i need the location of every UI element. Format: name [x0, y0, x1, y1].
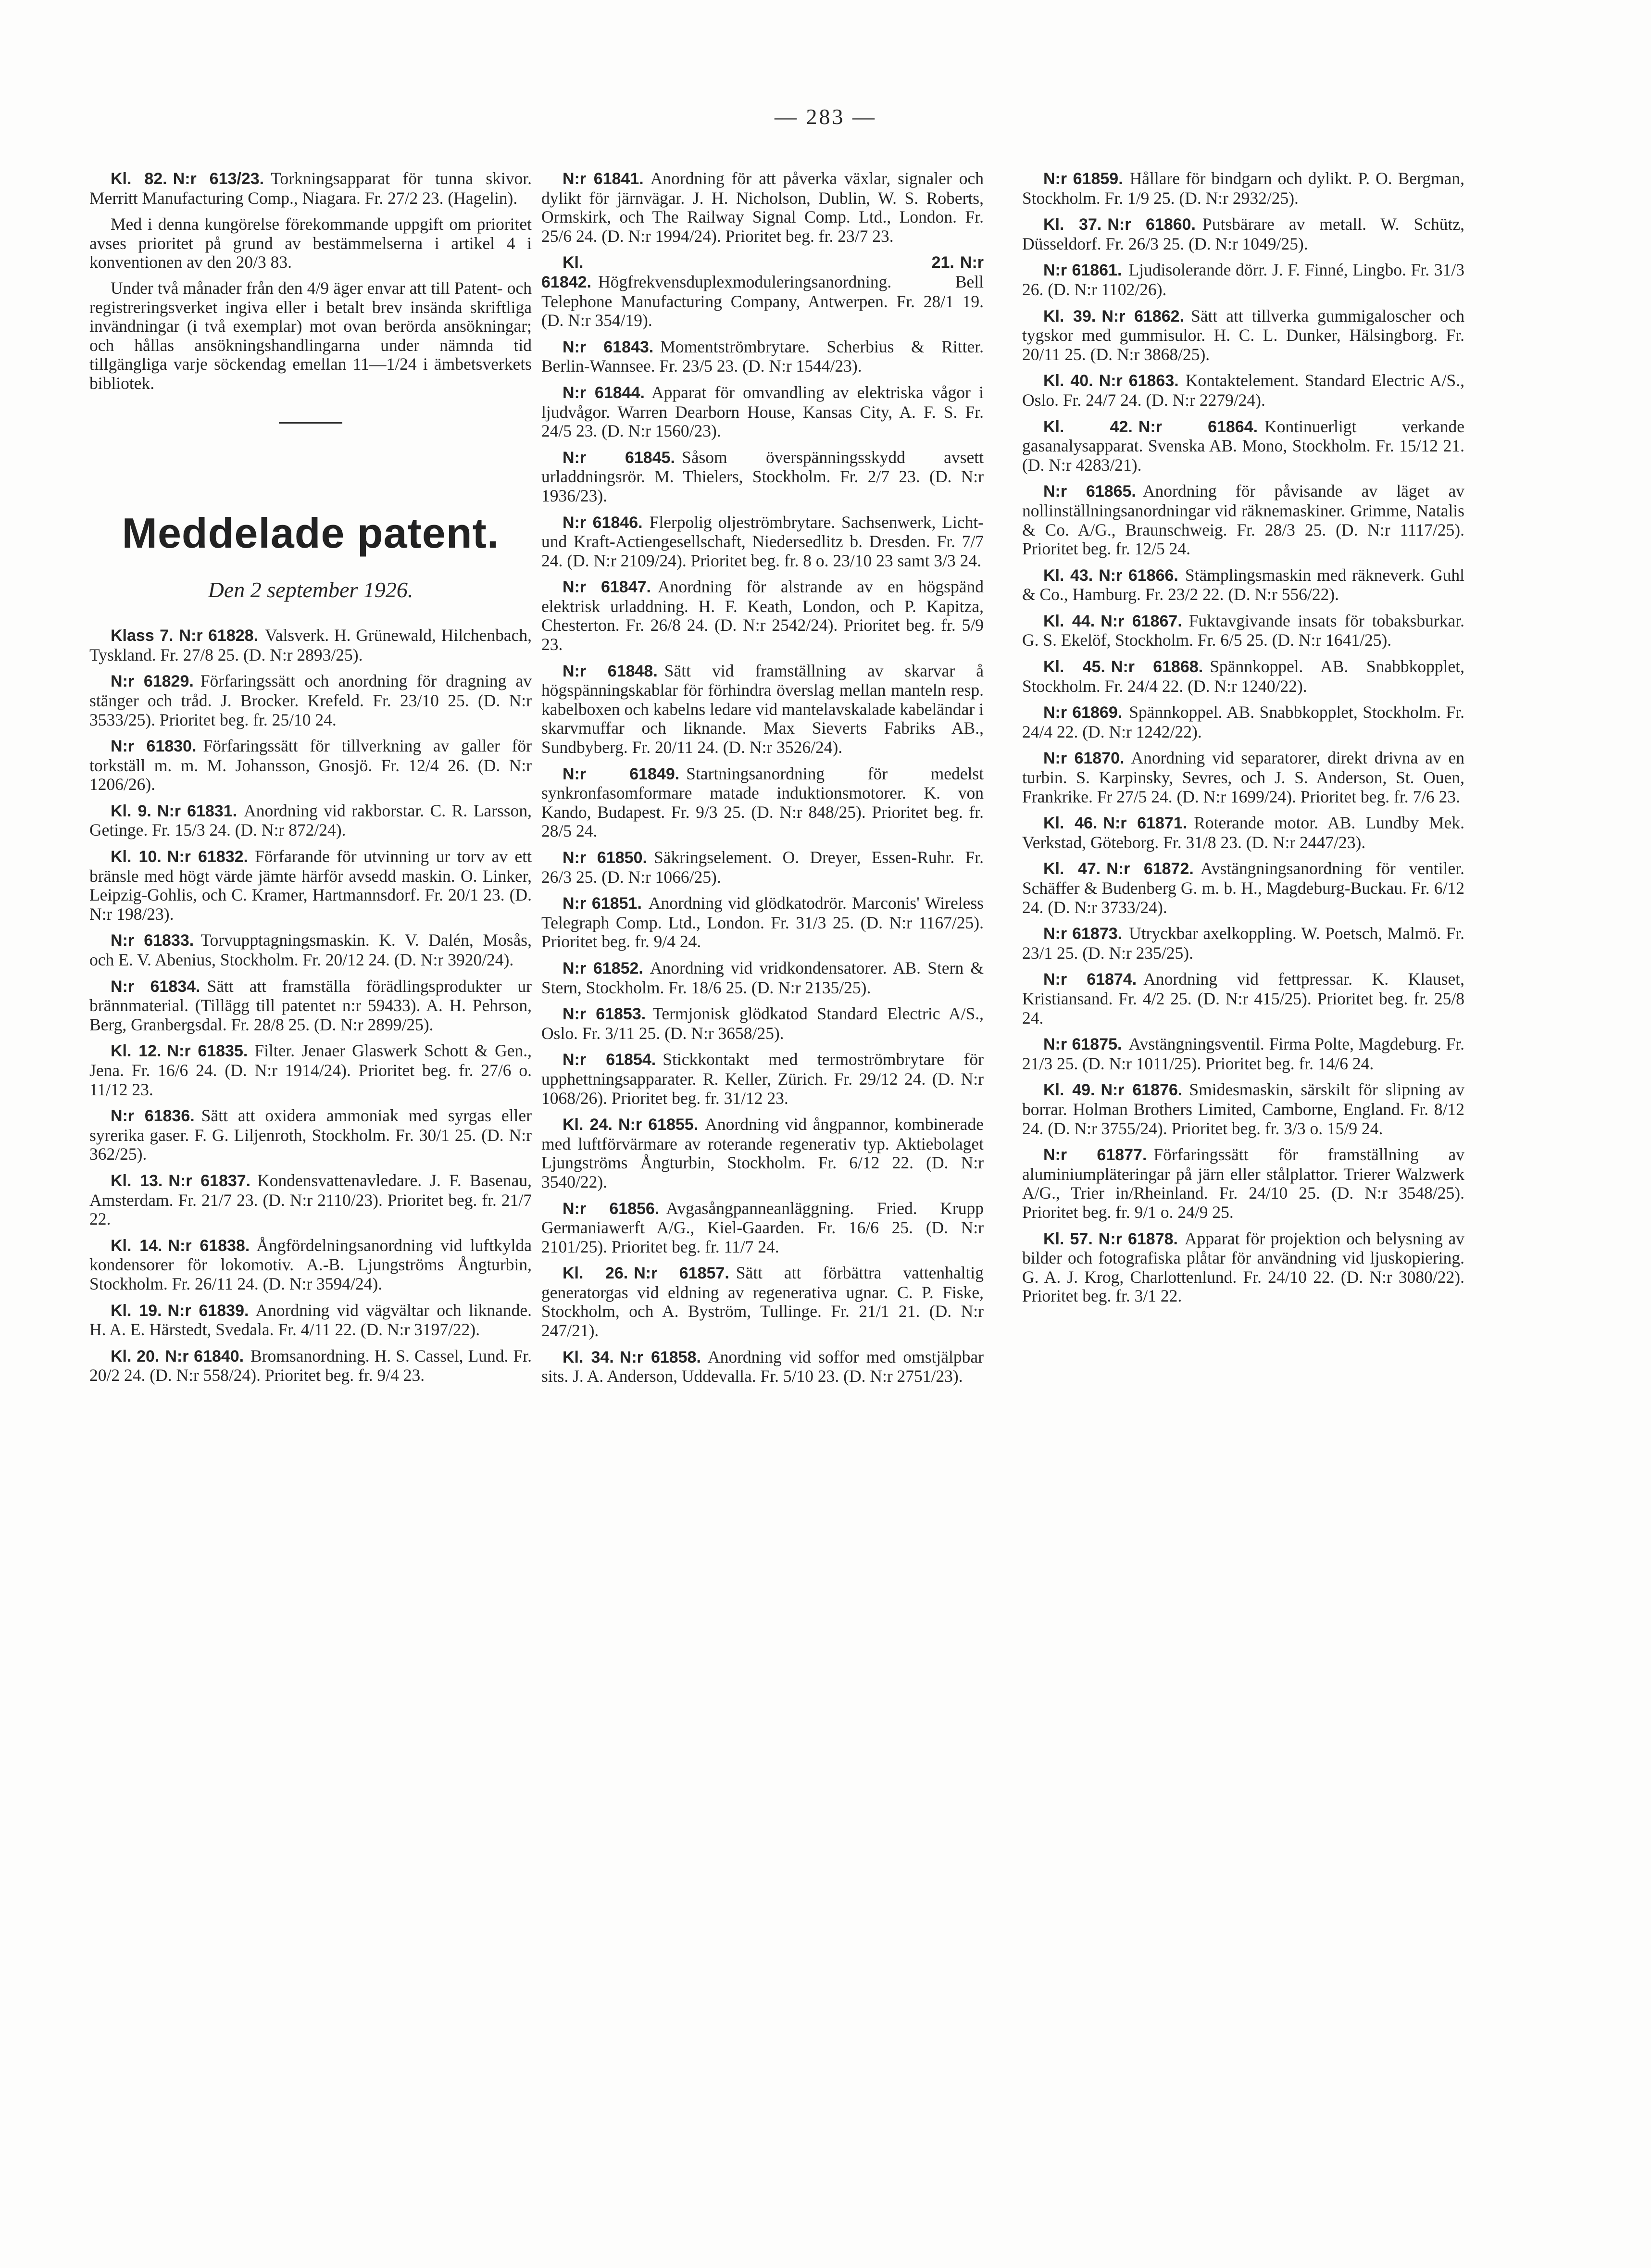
entry-number: N:r 61848. [563, 662, 658, 680]
entry-text: Ångfördelningsanordning vid luftkylda kondensorer för lokomotiv. A.-B. Ljungströms Ångturbin, Stockholm. Fr. 26/11 24. (D. N:r 3594/24). [89, 1235, 532, 1293]
patent-entry [1022, 1229, 1464, 1306]
entry-number: N:r 61865. [1043, 482, 1136, 501]
entry-number: N:r 61861. [1043, 261, 1122, 280]
patent-entry [1022, 924, 1464, 963]
entry-text: Termjonisk glödkatod Standard Electric A/S., Oslo. Fr. 3/11 25. (D. N:r 3658/25). [541, 1004, 984, 1043]
entry-number: N:r 61838. [168, 1236, 250, 1255]
patent-list-middle [541, 169, 984, 1386]
entry-text: Flerpolig oljeströmbrytare. Sachsenwerk, Licht- und Kraft-Actiengesellschaft, Niedersedlitz b. Dresden. Fr. 7/7 24. (D. N:r 2109/24). Prioritet beg. fr. 8 o. 23/10 23 samt 3/3 24. [541, 512, 984, 570]
patent-entry [541, 662, 984, 757]
entry-text: Avstängningsanordning för ventiler. Schäffer & Budenberg G. m. b. H., Magdeburg-Buckau. Fr. 6/12 24. (D. N:r 3733/24). [1022, 859, 1464, 917]
patent-list-right [1022, 169, 1464, 1306]
entry-class: Kl. 21. [563, 253, 954, 272]
entry-class: Kl. 9. [111, 802, 151, 820]
entry-text: Roterande motor. AB. Lundby Mek. Verkstad, Göteborg. Fr. 31/8 23. (D. N:r 2447/23). [1022, 813, 1464, 852]
patent-entry [1022, 612, 1464, 650]
patent-entry [1022, 307, 1464, 364]
entry-text: Spännkoppel. AB. Snabbkopplet, Stockholm. Fr. 24/4 22. (D. N:r 1242/22). [1022, 702, 1465, 741]
patent-entry [541, 383, 984, 441]
entry-number: N:r 61839. [167, 1301, 249, 1320]
entry-number: N:r 61832. [167, 848, 248, 866]
entry-class: Kl. 19. [111, 1301, 162, 1320]
patent-entry [541, 1004, 984, 1043]
entry-text: Apparat för projektion och belysning av bilder och fotografiska plåtar för användning vid ljuskopiering. G. A. J. Krog, Charlottenlund. Fr. 24/10 22. (D. N:r 3080/22). Prioritet beg. fr. 3/1 22. [1022, 1228, 1464, 1306]
patent-entry [541, 448, 984, 506]
entry-class: Kl. 14. [111, 1236, 163, 1255]
entry-class: Kl. 44. [1043, 612, 1095, 630]
entry-text: Stämplingsmaskin med räkneverk. Guhl & Co., Hamburg. Fr. 23/2 22. (D. N:r 556/22). [1022, 565, 1464, 604]
entry-number: N:r 61833. [111, 931, 194, 950]
entry-class: Kl. 40. [1043, 372, 1093, 390]
entry-text: Förfarande för utvinning ur torv av ett bränsle med högt värde jämte härför avsedd maskin. O. Linker, Leipzig-Gohlis, och C. Kramer, Hartmannsdorf. Fr. 20/1 23. (D. N:r 198/23). [89, 847, 532, 924]
entry-number: N:r 61841. [563, 170, 644, 188]
patent-entry [89, 977, 532, 1035]
entry-text: Momentströmbrytare. Scherbius & Ritter. Berlin-Wannsee. Fr. 23/5 23. (D. N:r 1544/23). [541, 337, 984, 376]
entry-text: Anordning vid rakborstar. C. R. Larsson, Getinge. Fr. 15/3 24. (D. N:r 872/24). [89, 801, 532, 840]
section-divider [279, 422, 342, 424]
entry-text: Anordning för alstrande av en högspänd elektrisk urladdning. H. F. Keath, London, och P. Kapitza, Chesterton. Fr. 26/8 24. (D. N:r 2542/24). Prioritet beg. fr. 5/9 23. [541, 577, 984, 654]
patent-entry [1022, 1080, 1464, 1138]
patent-entry [1022, 814, 1464, 852]
entry-number: N:r 61828. [179, 627, 259, 645]
entry-number: N:r 61836. [111, 1107, 195, 1126]
notice-paragraph-objections: Under två månader från den 4/9 äger envar att till Patent- och registreringsverket ingiva eller i betalt brev insända skriftliga invändningar (i två exemplar) mot ovan berörda ansökningar; och hållas ansökningshandlingarna under nämnda tid tillgängliga varje söckendag emellan 11—1/24 i ämbetsverkets bibliotek. [89, 278, 532, 393]
entry-number: N:r 61869. [1043, 703, 1123, 722]
entry-class: Kl. 49. [1043, 1081, 1095, 1100]
patent-entry [89, 802, 532, 840]
patent-entry [89, 931, 532, 969]
patent-entry [541, 253, 984, 330]
patent-entry [1022, 1035, 1464, 1073]
patent-entry [89, 1171, 532, 1229]
entry-number: N:r 61873. [1043, 925, 1123, 943]
entry-class: Kl. 57. [1043, 1229, 1093, 1248]
entry-number: N:r 61872. [1106, 860, 1194, 878]
entry-number: N:r 61855. [618, 1115, 699, 1134]
entry-text: Torkningsapparat för tunna skivor. Merritt Manufacturing Comp., Niagara. Fr. 27/2 23. (Hagelin). [89, 169, 532, 208]
entry-text: Kondensvattenavledare. J. F. Basenau, Amsterdam. Fr. 21/7 23. (D. N:r 2110/23). Prioritet beg. fr. 21/7 22. [89, 1170, 532, 1229]
entry-number: N:r 61864. [1138, 417, 1258, 436]
entry-number: N:r 61835. [167, 1042, 248, 1061]
entry-number: N:r 61876. [1101, 1081, 1183, 1100]
page-number: — 283 — [775, 104, 876, 129]
patent-entry [1022, 657, 1464, 696]
entry-number: N:r 61856. [563, 1199, 660, 1218]
patent-entry [89, 1347, 532, 1385]
entry-text: Avstängningsventil. Firma Polte, Magdeburg. Fr. 21/3 25. (D. N:r 1011/25). Prioritet beg. fr. 14/6 24. [1022, 1034, 1464, 1073]
entry-text: Torvupptagningsmaskin. K. V. Dalén, Mosås, och E. V. Abenius, Stockholm. Fr. 20/12 24. (D. N:r 3920/24). [89, 930, 532, 970]
entry-class: Kl. 26. [563, 1264, 628, 1283]
entry-number: N:r 613/23. [173, 170, 264, 188]
entry-text: Smidesmaskin, särskilt för slipning av borrar. Holman Brothers Limited, Camborne, England. Fr. 8/12 24. (D. N:r 3755/24). Prioritet beg. fr. 3/3 o. 15/9 24. [1022, 1080, 1464, 1138]
entry-number: N:r 61846. [563, 513, 643, 532]
entry-text: Sätt att förbättra vattenhaltig generatorgas vid eldning av regenerativa ugnar. C. P. Fiske, Stockholm, och A. Byström, Tullinge. Fr. 21/1 21. (D. N:r 247/21). [541, 1263, 984, 1341]
patent-entry [1022, 169, 1464, 208]
patent-entry [541, 513, 984, 571]
entry-text: Sätt att oxidera ammoniak med syrgas eller syrerika gaser. F. G. Liljenroth, Stockholm. Fr. 30/1 25. (D. N:r 362/25). [89, 1106, 532, 1164]
patent-entry [89, 626, 532, 664]
entry-number: N:r 61863. [1099, 372, 1179, 390]
column-middle [541, 169, 984, 1393]
entry-class: Kl. 24. [563, 1115, 613, 1134]
entry-number: N:r 61829. [111, 672, 194, 691]
entry-text: Avgasångpanneanläggning. Fried. Krupp Germaniawerft A/G., Kiel-Gaarden. Fr. 16/6 25. (D. N:r 2101/25). Prioritet beg. fr. 11/7 24. [541, 1198, 984, 1256]
entry-class: Kl. 47. [1043, 860, 1101, 878]
entry-text: Såsom överspänningsskydd avsett urladdningsrör. M. Thielers, Stockholm. Fr. 2/7 23. (D. N:r 1936/23). [541, 447, 984, 505]
patent-entry [89, 737, 532, 794]
entry-number: N:r 61849. [563, 764, 680, 783]
entry-number: N:r 61843. [563, 338, 654, 356]
entry-number: N:r 61840. [165, 1347, 244, 1366]
entry-text: Anordning vid glödkatodrör. Marconis' Wireless Telegraph Comp. Ltd., London. Fr. 31/3 25. (D. N:r 1167/25). Prioritet beg. fr. 9/4 24. [541, 893, 984, 952]
entry-text: Anordning vid separatorer, direkt drivna av en turbin. S. Karpinsky, Sevres, och J. S. Anderson, St. Ouen, Frankrike. Fr 27/5 24. (D. N:r 1699/24). Prioritet beg. fr. 7/6 23. [1022, 748, 1465, 806]
notice-first-entry [89, 169, 532, 208]
entry-text: Sätt vid framställning av skarvar å högspänningskablar för förhindra överslag mellan manteln resp. kabelboxen och kabelns ledare vid mantelavskalade kabeländar i skarvmuffar och liknande. Max Sieverts Fabriks AB., Sundbyberg. Fr. 20/11 24. (D. N:r 3526/24). [541, 661, 984, 757]
entry-number: N:r 61853. [563, 1005, 646, 1024]
entry-text: Anordning för att påverka växlar, signaler och dylikt för järnvägar. J. H. Nicholson, Dublin, W. S. Roberts, Ormskirk, och The Railway Signal Comp. Ltd., London. Fr. 25/6 24. (D. N:r 1994/24). Prioritet beg. fr. 23/7 23. [541, 169, 984, 246]
entry-class: Kl. 10. [111, 848, 162, 866]
entry-number: N:r 61859. [1043, 170, 1123, 188]
patent-entry [1022, 859, 1464, 917]
entry-class: Kl. 20. [111, 1347, 160, 1366]
entry-text: Sätt att framställa förädlingsprodukter ur brännmaterial. (Tillägg till patentet n:r 59433). A. H. Pehrson, Berg, Granbergsdal. Fr. 28/8 25. (D. N:r 2899/25). [89, 976, 532, 1034]
column-right [1022, 169, 1464, 1313]
entry-class: Kl. 45. [1043, 658, 1105, 677]
entry-text: Sätt att tillverka gummigaloscher och tygskor med gummisulor. H. C. L. Dunker, Hälsingborg. Fr. 20/11 25. (D. N:r 3868/25). [1022, 306, 1464, 364]
entry-text: Startningsanordning för medelst synkronfasomformare matade induktionsmotorer. K. von Kando, Budapest. Fr. 9/3 25. (D. N:r 848/25). Prioritet beg. fr. 28/5 24. [541, 764, 984, 841]
entry-number: N:r 61830. [111, 737, 197, 756]
entry-number: N:r 61862. [1101, 307, 1185, 326]
entry-text: Anordning vid fettpressar. K. Klauset, Kristiansand. Fr. 4/2 25. (D. N:r 415/25). Prioritet beg. fr. 25/8 24. [1022, 969, 1464, 1027]
patent-entry [1022, 566, 1464, 604]
entry-text: Anordning vid soffor med omstjälpbar sits. J. A. Anderson, Uddevalla. Fr. 5/10 23. (D. N:r 2751/23). [541, 1347, 984, 1386]
entry-number: N:r 61851. [563, 894, 642, 913]
section-date: Den 2 september 1926. [208, 577, 413, 602]
entry-number: N:r 61847. [563, 578, 651, 597]
entry-class: Kl. 13. [111, 1171, 163, 1190]
section-title: Meddelade patent. [122, 509, 500, 557]
notice-paragraph-priority: Med i denna kungörelse förekommande uppgift om prioritet avses prioritet på grund av bestämmelserna i artikel 4 i konventionen av den 20/3 83. [89, 214, 532, 272]
patent-entry [541, 1199, 984, 1257]
patent-entry [89, 1236, 532, 1294]
entry-text: Bromsanordning. H. S. Cassel, Lund. Fr. 20/2 24. (D. N:r 558/24). Prioritet beg. fr. 9/4 23. [89, 1346, 532, 1385]
entry-number: N:r 61870. [1043, 749, 1125, 768]
patent-list-left [89, 626, 532, 1385]
entry-number: N:r 61878. [1098, 1229, 1178, 1248]
entry-text: Högfrekvensduplexmoduleringsanordning. Bell Telephone Manufacturing Company, Antwerpen. Fr. 28/1 19. (D. N:r 354/19). [541, 272, 984, 330]
entry-text: Filter. Jenaer Glaswerk Schott & Gen., Jena. Fr. 16/6 24. (D. N:r 1914/24). Prioritet beg. fr. 27/6 o. 11/12 23. [89, 1041, 532, 1099]
patent-entry [1022, 261, 1464, 299]
patent-entry [1022, 703, 1464, 741]
patent-entry [1022, 1145, 1464, 1222]
entry-text: Säkringselement. O. Dreyer, Essen-Ruhr. Fr. 26/3 25. (D. N:r 1066/25). [541, 848, 984, 887]
entry-text: Stickkontakt med termoströmbrytare för upphettningsapparater. R. Keller, Zürich. Fr. 29/12 24. (D. N:r 1068/26). Prioritet beg. fr. 31/12 23. [541, 1050, 984, 1108]
patent-entry [541, 959, 984, 997]
patent-entry [1022, 749, 1464, 806]
entry-text: Förfaringssätt för tillverkning av galler för torkställ m. m. M. Johansson, Gnosjö. Fr. 12/4 26. (D. N:r 1206/26). [89, 736, 532, 794]
patent-entry [89, 672, 532, 729]
notice-block [89, 169, 532, 393]
entry-number: N:r 61871. [1103, 814, 1188, 833]
patent-entry [541, 169, 984, 246]
entry-text: Kontinuerligt verkande gasanalysapparat. Svenska AB. Mono, Stockholm. Fr. 15/12 21. (D. N:r 4283/21). [1022, 416, 1465, 475]
entry-text: Utryckbar axelkoppling. W. Poetsch, Malmö. Fr. 23/1 25. (D. N:r 235/25). [1022, 924, 1464, 963]
entry-text: Anordning vid vridkondensatorer. AB. Stern & Stern, Stockholm. Fr. 18/6 25. (D. N:r 2135/25). [541, 958, 984, 997]
entry-class: Kl. 46. [1043, 814, 1098, 833]
entry-number: N:r 61867. [1101, 612, 1182, 630]
patent-entry [89, 1106, 532, 1164]
entry-text: Förfaringssätt för framställning av aluminiumpläteringar på järn eller stålplattor. Trierer Walzwerk A/G., Trier in/Rheinland. Fr. 24/10 25. (D. N:r 3548/25). Prioritet beg. fr. 9/1 o. 24/9 25. [1022, 1145, 1464, 1222]
column-left [89, 169, 532, 1392]
entry-number: N:r 61874. [1043, 970, 1137, 989]
entry-number: N:r 61850. [563, 849, 647, 867]
entry-text: Anordning för påvisande av läget av nollinställningsanordningar vid räknemaskiner. Grimme, Natalis & Co. A/G., Braunschweig. Fr. 28/3 25. (D. N:r 1117/25). Prioritet beg. fr. 12/5 24. [1022, 481, 1465, 559]
patent-entry [541, 577, 984, 654]
entry-text: Anordning vid vägvältar och liknande. H. A. E. Härstedt, Svedala. Fr. 4/11 22. (D. N:r 3197/22). [89, 1300, 532, 1340]
patent-entry [1022, 215, 1464, 253]
entry-text: Apparat för omvandling av elektriska vågor i ljudvågor. Warren Dearborn House, Kansas City, A. F. S. Fr. 24/5 23. (D. N:r 1560/23). [541, 382, 984, 441]
patent-entry [1022, 417, 1464, 475]
patent-entry [541, 1264, 984, 1340]
entry-number: N:r 61852. [563, 959, 643, 977]
entry-text: Fuktavgivande insats för tobaksburkar. G. S. Ekelöf, Stockholm. Fr. 6/5 25. (D. N:r 1641/25). [1022, 611, 1464, 650]
entry-text: Anordning vid ångpannor, kombinerade med luftförvärmare av roterande regenerativ typ. Aktiebolaget Ljungströms Ångturbin, Stockholm. Fr. 6/12 22. (D. N:r 3540/22). [541, 1115, 984, 1191]
entry-class: Kl. 37. [1043, 215, 1102, 234]
patent-entry [541, 848, 984, 887]
entry-number: N:r 61831. [157, 802, 238, 820]
entry-class: Kl. 42. [1043, 417, 1133, 436]
entry-class: Kl. 34. [563, 1348, 614, 1366]
entry-number: N:r 61857. [634, 1264, 729, 1283]
entry-text: Ljudisolerande dörr. J. F. Finné, Lingbo. Fr. 31/3 26. (D. N:r 1102/26). [1022, 260, 1464, 299]
entry-number: N:r 61844. [563, 383, 645, 402]
patent-entry [541, 338, 984, 376]
entry-text: Spännkoppel. AB. Snabbkopplet, Stockholm. Fr. 24/4 22. (D. N:r 1240/22). [1022, 657, 1464, 696]
entry-text: Hållare för bindgarn och dylikt. P. O. Bergman, Stockholm. Fr. 1/9 25. (D. N:r 2932/25). [1022, 169, 1464, 208]
entry-class: Kl. 12. [111, 1042, 162, 1061]
patent-entry [1022, 482, 1464, 558]
entry-number: N:r 61837. [168, 1171, 251, 1190]
entry-text: Putsbärare av metall. W. Schütz, Düsseldorf. Fr. 26/3 25. (D. N:r 1049/25). [1022, 214, 1464, 253]
entry-number: N:r 61877. [1043, 1146, 1147, 1165]
patent-entry [541, 1348, 984, 1386]
entry-number: N:r 61860. [1107, 215, 1196, 234]
entry-text: Kontaktelement. Standard Electric A/S., Oslo. Fr. 24/7 24. (D. N:r 2279/24). [1022, 371, 1464, 410]
entry-class: Klass 7. [111, 627, 174, 645]
entry-number: N:r 61854. [563, 1051, 656, 1069]
entry-number: N:r 61842. [541, 253, 984, 291]
patent-entry [89, 1301, 532, 1340]
patent-entry [541, 1115, 984, 1191]
entry-class: Kl. 43. [1043, 566, 1093, 585]
patent-entry [1022, 970, 1464, 1027]
entry-number: N:r 61866. [1099, 566, 1178, 585]
entry-number: N:r 61875. [1043, 1035, 1122, 1054]
patent-entry [541, 1050, 984, 1108]
patent-entry [541, 764, 984, 841]
patent-entry [541, 894, 984, 952]
entry-text: Förfaringssätt och anordning för dragning av stänger och tråd. J. Brocker. Krefeld. Fr. 23/10 25. (D. N:r 3533/25). Prioritet beg. fr. 25/10 24. [89, 671, 532, 729]
entry-class: Kl. 82. [111, 170, 167, 188]
entry-number: N:r 61858. [619, 1348, 701, 1366]
patent-entry [89, 847, 532, 924]
entry-number: N:r 61845. [563, 448, 675, 467]
entry-class: Kl. 39. [1043, 307, 1096, 326]
patent-entry [1022, 371, 1464, 410]
patent-entry [89, 1041, 532, 1099]
entry-text: Valsverk. H. Grünewald, Hilchenbach, Tyskland. Fr. 27/8 25. (D. N:r 2893/25). [89, 626, 532, 664]
entry-number: N:r 61868. [1111, 658, 1203, 677]
entry-number: N:r 61834. [111, 977, 200, 996]
